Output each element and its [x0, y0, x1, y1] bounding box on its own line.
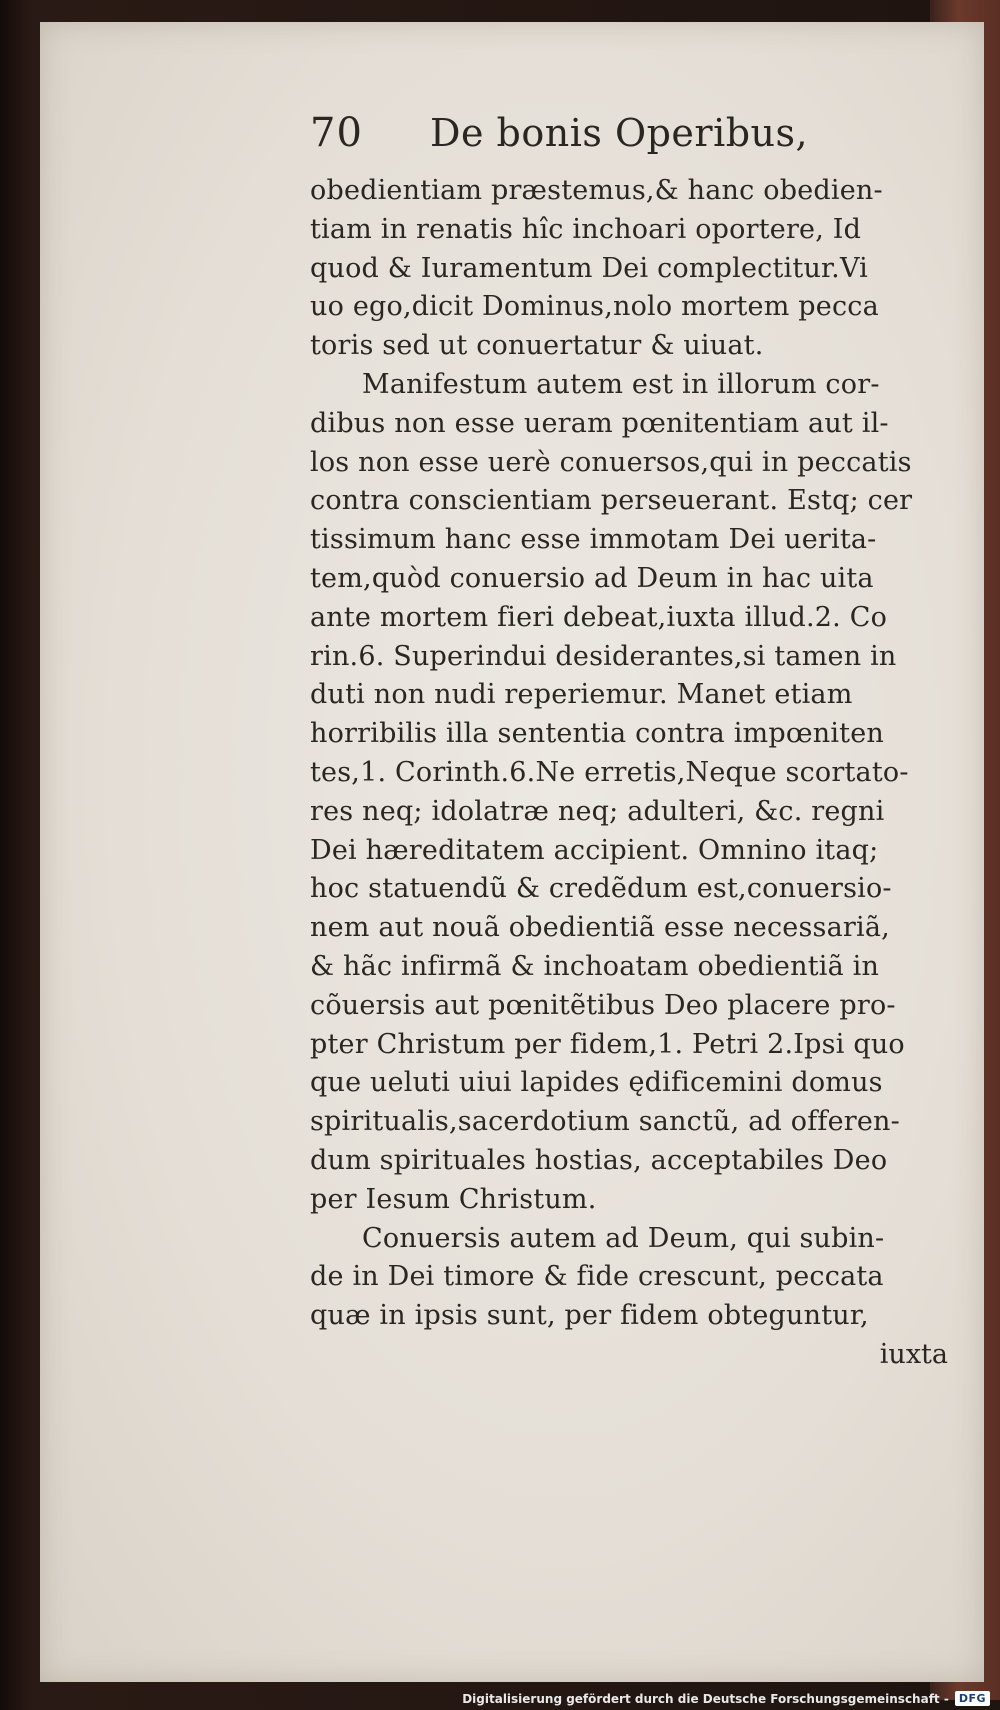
text-block	[310, 110, 1000, 1375]
page-header	[310, 110, 1000, 172]
text-line: dibus non esse ueram pœnitentiam aut il-	[310, 407, 889, 439]
text-line: dum spirituales hostias, acceptabiles Deo	[310, 1144, 888, 1176]
page-number: 70	[310, 110, 363, 156]
text-line: hoc statuendũ & credẽdum est,conuersio-	[310, 873, 892, 905]
text-line: duti non nudi reperiemur. Manet etiam	[310, 679, 853, 711]
running-head: De bonis Operibus,	[430, 111, 809, 155]
body-text	[310, 172, 1000, 1336]
text-line: tissimum hanc esse immotam Dei uerita-	[310, 524, 877, 556]
text-line: tem,quòd conuersio ad Deum in hac uita	[310, 562, 874, 594]
funding-credit: Digitalisierung gefördert durch die Deutsche Forschungsgemeinschaft -	[462, 1691, 949, 1706]
catchword: iuxta	[879, 1338, 948, 1370]
text-line: Dei hæreditatem accipient. Omnino itaq;	[310, 834, 879, 866]
text-line: contra conscientiam perseuerant. Estq; cer	[310, 485, 913, 517]
text-line: Manifestum autem est in illorum cor-	[362, 368, 880, 400]
text-line: que ueluti uiui lapides ędificemini domus	[310, 1067, 883, 1099]
text-line: obedientiam præstemus,& hanc obedien-	[310, 175, 883, 206]
digitization-footer	[462, 1691, 990, 1706]
text-line: spiritualis,sacerdotium sanctũ, ad offeren-	[310, 1106, 900, 1138]
text-line: de in Dei timore & fide crescunt, peccata	[310, 1261, 884, 1293]
text-line: res neq; idolatræ neq; adulteri, &c. regni	[310, 795, 885, 827]
text-line: horribilis illa sententia contra impœniten	[310, 718, 884, 750]
dfg-logo: DFG	[955, 1691, 990, 1706]
text-line: Conuersis autem ad Deum, qui subin-	[362, 1222, 885, 1254]
text-line: quod & Iuramentum Dei complectitur.Vi	[310, 252, 869, 284]
text-line: per Iesum Christum.	[310, 1183, 597, 1215]
text-line: rin.6. Superindui desiderantes,si tamen in	[310, 640, 897, 672]
book-page	[40, 22, 984, 1682]
text-line: toris sed ut conuertatur & uiuat.	[310, 330, 764, 362]
text-line: & hãc infirmã & inchoatam obedientiã in	[310, 950, 880, 982]
text-line: uo ego,dicit Dominus,nolo mortem pecca	[310, 291, 879, 323]
text-line: ante mortem fieri debeat,iuxta illud.2. Co	[310, 601, 888, 633]
text-line: los non esse uerè conuersos,qui in peccatis	[310, 446, 912, 478]
text-line: tiam in renatis hîc inchoari oportere, Id	[310, 213, 862, 245]
text-line: quæ in ipsis sunt, per fidem obteguntur,	[310, 1300, 869, 1332]
text-line: cõuersis aut pœnitẽtibus Deo placere pro-	[310, 989, 896, 1021]
text-line: tes,1. Corinth.6.Ne erretis,Neque scortato-	[310, 756, 909, 788]
text-line: pter Christum per fidem,1. Petri 2.Ipsi quo	[310, 1028, 905, 1060]
text-line: nem aut nouã obedientiã esse necessariã,	[310, 912, 890, 944]
